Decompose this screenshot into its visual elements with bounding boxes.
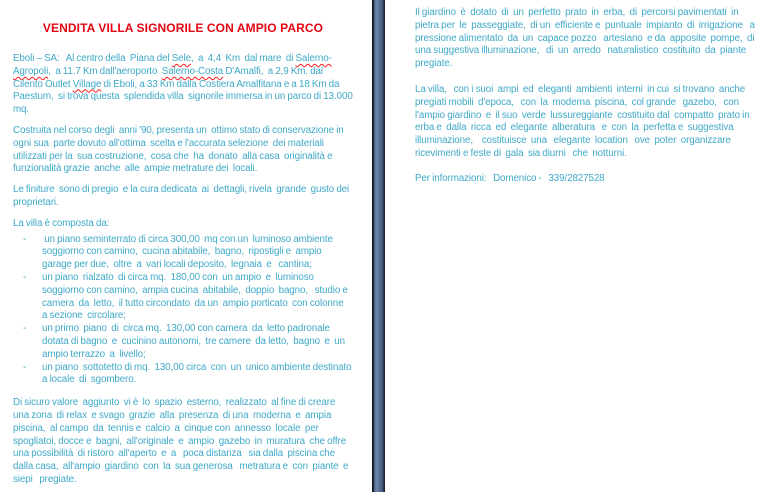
intro-text-segment: di Eboli, a 33 Km dalla Costiera Amalfitana e a 18 Km da Paestum, si trova questa splendida villa signorile immersa in un parco di 13.000 mq. bbox=[13, 78, 355, 116]
page-left bbox=[0, 0, 372, 492]
intro-paragraph bbox=[13, 53, 353, 117]
bullet-dash: - bbox=[23, 233, 27, 245]
intro-text-segment: , a 11.7 Km dall'aeroporto bbox=[48, 65, 162, 77]
intro-text-segment: D'Amalfi, a 2,9 Km. dal Cilento Outlet bbox=[13, 65, 326, 90]
construction-paragraph: Costruita nel corso degli anni '90, presenta un ottimo stato di conservazione in ogni sua parte dovuto all'ottima scelta e l'accurata selezione dei materiali utilizzati per la sua costruzione, cosa che ha donato alla casa originalità e funzionalità grazie anche alle ampie metrature dei locali. bbox=[13, 124, 346, 175]
misspelled-word-sele: Sele bbox=[171, 53, 191, 64]
bullet-dash: - bbox=[23, 361, 27, 373]
bullet-dash: - bbox=[23, 323, 27, 335]
villa-summary-paragraph: La villa, con i suoi ampi ed eleganti ambienti interni in cui si trovano anche pregiati mobili d'epoca, con la moderna piscina, col grande gazebo, con l'ampio giardino e il suo verde lussureggiante costituito dal compatto prato in erba e dalla ricca ed elegante alberatura e con la perfetta e suggestiva illuminazione, costituisce una elegante location ove poter organizzare ricevimenti e feste di gala sia diurni che notturni. bbox=[415, 83, 752, 159]
page-right bbox=[385, 0, 764, 492]
garden-paragraph: Il giardino è dotato di un perfetto prato in erba, di percorsi pavimentati in pietra per le passeggiate, di un efficiente e puntuale impianto di irrigazione a pressione alimentato da un capace pozzo artesiano e da apposite pompe, di una suggestiva illuminazione, di un arredo naturalistico costituito da piante pregiate. bbox=[415, 7, 758, 70]
exterior-paragraph: Di sicuro valore aggiunto vi è lo spazio esterno, realizzato al fine di creare una zona di relax e svago grazie alla presenza di una moderna e ampia piscina, al campo da tennis e calcio a cinque con annesso locale per spogliatoi, docce e bagni, all'originale e ampio gazebo in muratura che offre una possibilità di ristoro all'aperto e a poca distanza sia dalla piscina che dalla casa, all'ampio giardino con la sua generosa metratura e con piante e siepi pregiate. bbox=[13, 397, 351, 485]
list-item-raised-floor bbox=[23, 272, 353, 323]
list-item-text: un piano rialzato di circa mq. 180,00 con un ampio e luminoso soggiorno con camino, ampia cucina abitabile, doppio bagno, studio e camera da letto, il tutto circondato da un ampio porticato con colonne a sezione circolare; bbox=[42, 271, 350, 322]
misspelled-word-salerno-costa: Salerno-Costa bbox=[161, 65, 224, 77]
list-item-attic-floor bbox=[23, 361, 356, 388]
list-item-basement-floor bbox=[23, 234, 353, 272]
bullet-dash: - bbox=[23, 271, 27, 283]
list-item-first-floor bbox=[23, 323, 353, 361]
intro-text-segment: , a 4,4 Km dal mare di bbox=[190, 53, 296, 64]
misspelled-word-salerno-agropoli: Salerno-Agropoli bbox=[13, 53, 332, 77]
list-item-text: un piano sottotetto di mq. 130,00 circa con un unico ambiente destinato a locale di sgombero. bbox=[42, 361, 356, 386]
contact-line: Per informazioni: Domenico - 339/2827528 bbox=[415, 172, 605, 184]
intro-text-segment: Eboli – SA: Al centro della Piana del bbox=[13, 53, 172, 64]
composition-list bbox=[23, 233, 356, 388]
misspelled-word-village: Village bbox=[72, 78, 102, 90]
listing-title: VENDITA VILLA SIGNORILE CON AMPIO PARCO bbox=[42, 21, 324, 35]
list-item-text: un primo piano di circa mq. 130,00 con camera da letto padronale dotata di bagno e cucinino autonomi, tre camere da letto, bagno e un ampio terrazzo a livello; bbox=[42, 323, 348, 360]
page-divider bbox=[372, 0, 385, 492]
list-item-text: un piano seminterrato di circa 300,00 mq con un luminoso ambiente soggiorno con camino, cucina abitabile, bagno, ripostigli e ampio garage per due, oltre a vari locali deposito, legnaia e cantina; bbox=[42, 233, 336, 271]
finishes-paragraph: Le finiture sono di pregio e la cura dedicata ai dettagli, rivela grande gusto dei proprietari. bbox=[13, 184, 352, 208]
composition-intro: La villa è composta da: bbox=[13, 217, 110, 229]
